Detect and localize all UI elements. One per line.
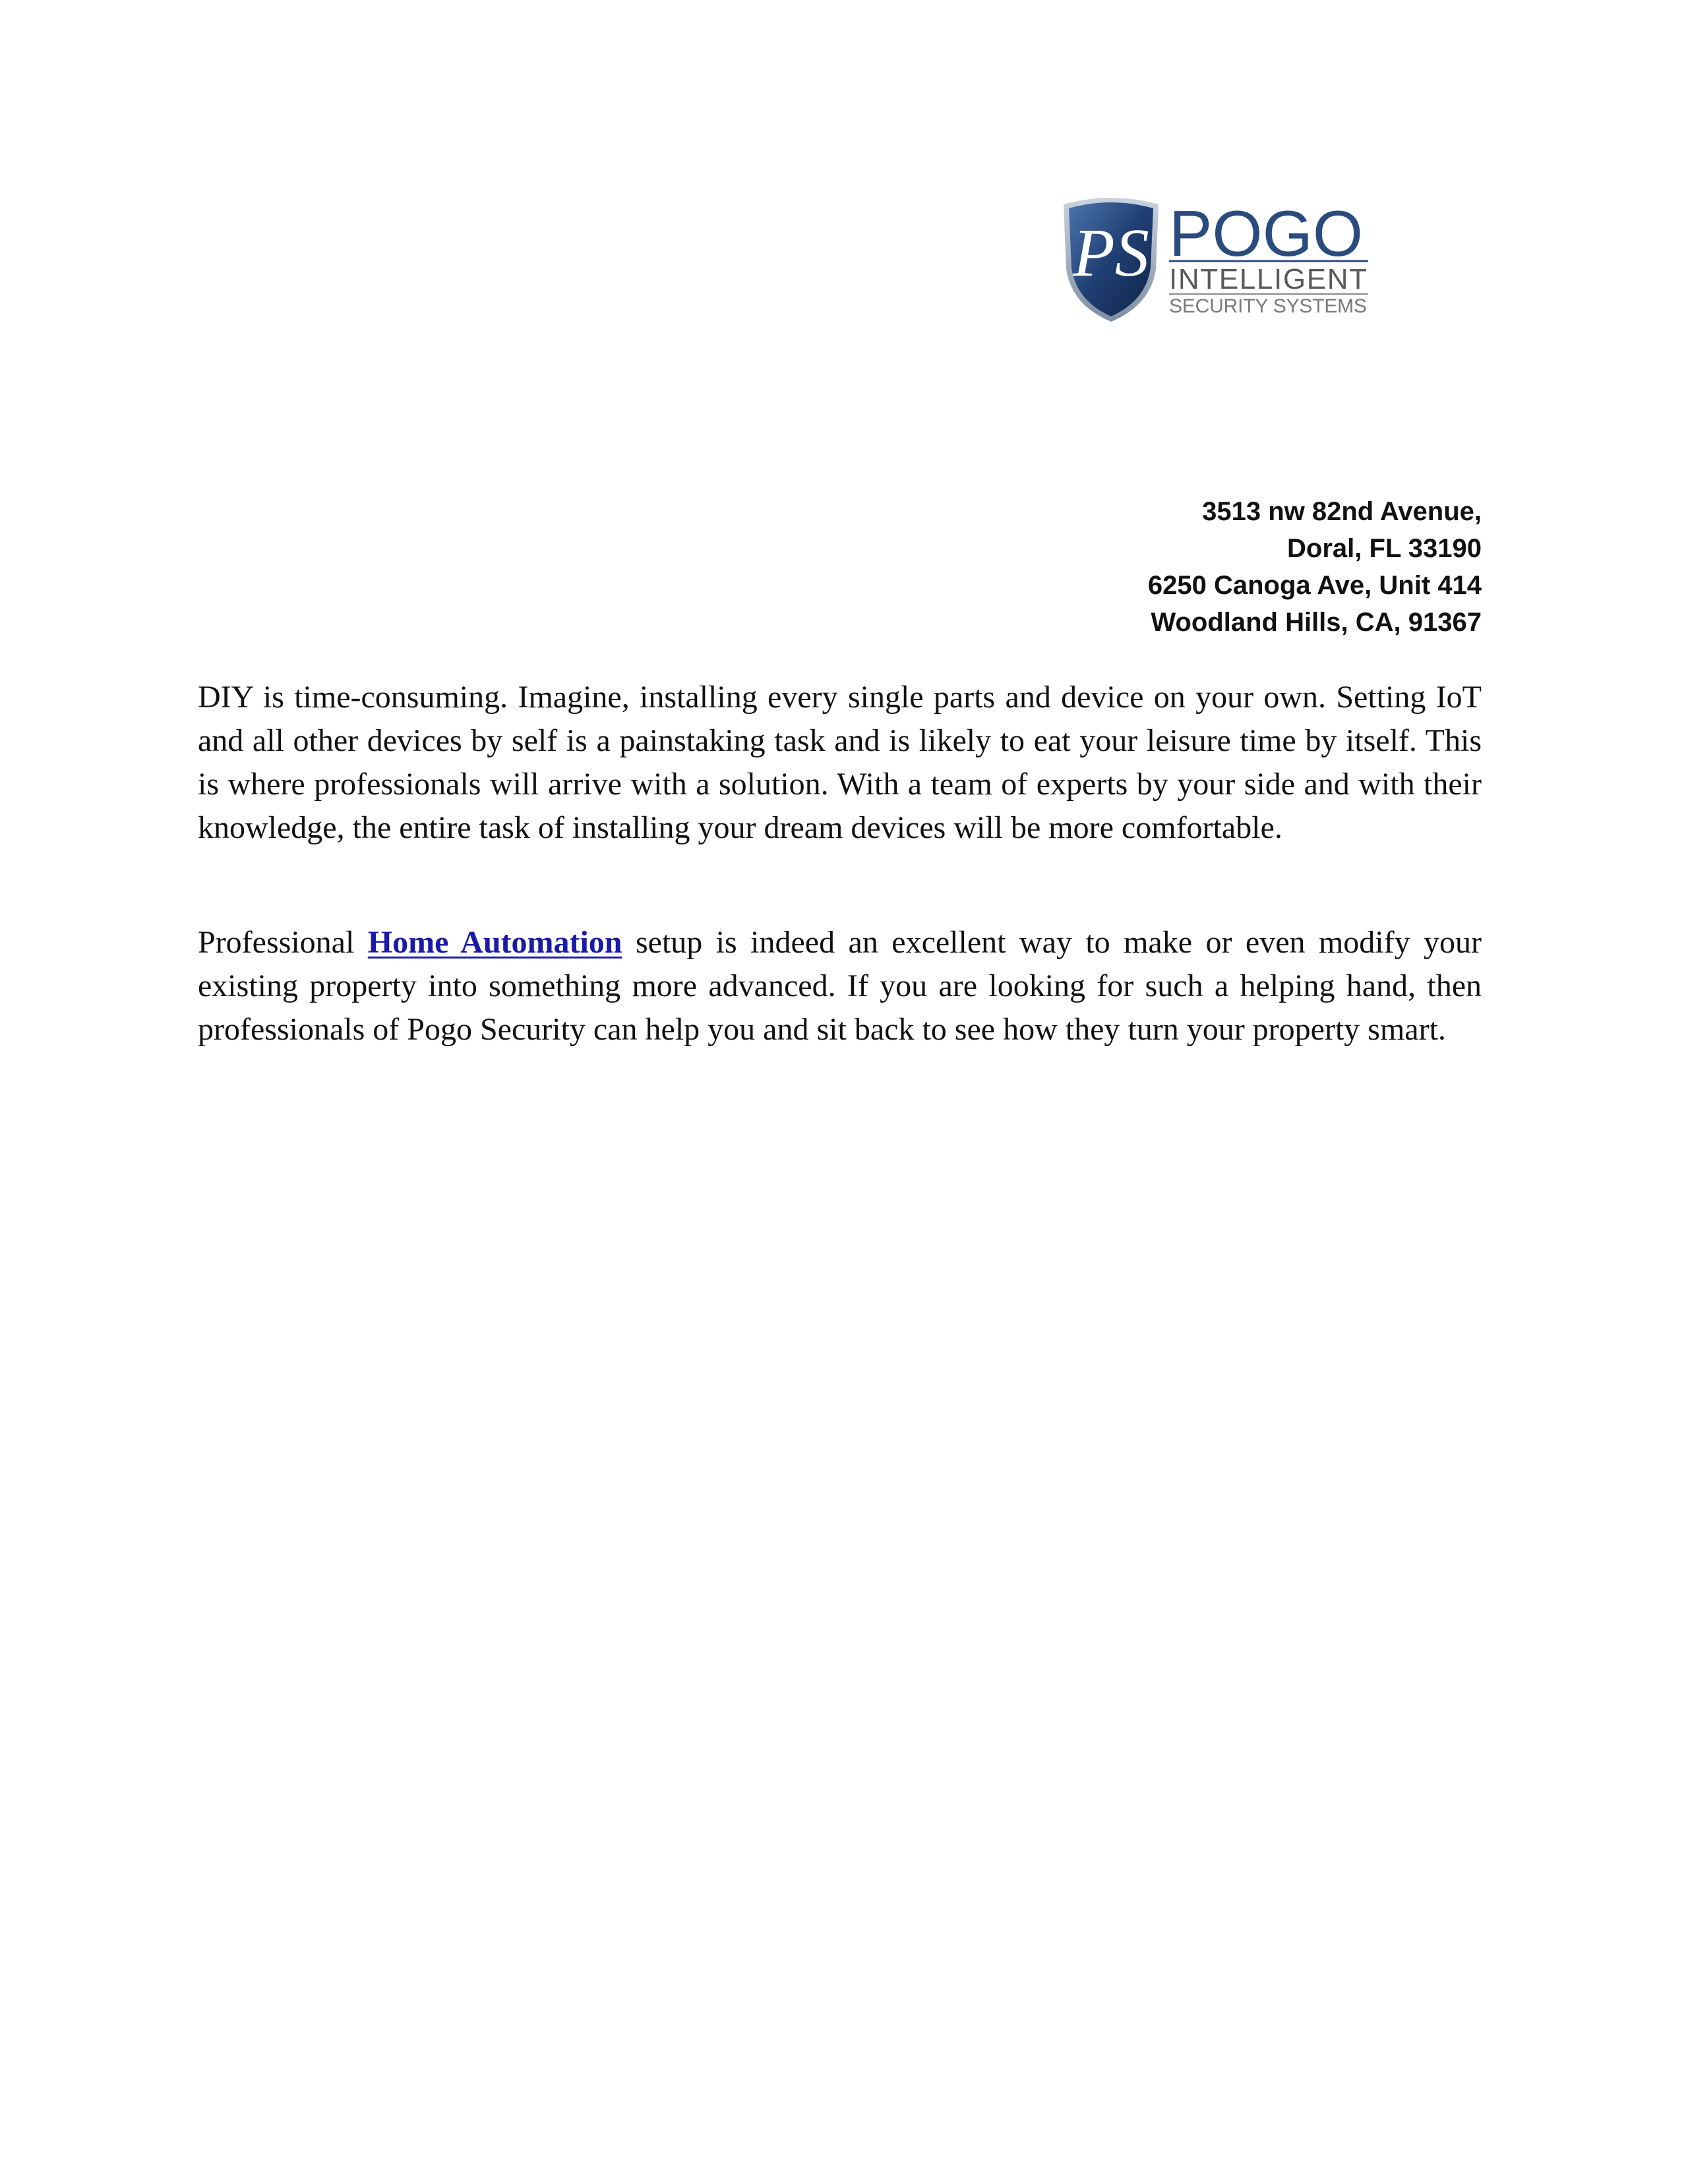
home-automation-link[interactable]: Home Automation <box>367 925 622 960</box>
address-line-4: Woodland Hills, CA, 91367 <box>1151 608 1482 637</box>
logo-title: POGO <box>1169 197 1364 270</box>
address-line-1: 3513 nw 82nd Avenue, <box>1202 497 1482 526</box>
paragraph-home-automation <box>198 921 1482 1051</box>
logo-monogram: PS <box>1073 215 1149 291</box>
paragraph-2-lead: Professional <box>198 925 355 960</box>
address-line-3: 6250 Canoga Ave, Unit 414 <box>1147 571 1482 600</box>
logo-tagline: SECURITY SYSTEMS <box>1169 295 1367 317</box>
paragraph-2-rest: setup is indeed an excellent way to make or even modify your existing property into something more advanced. If you are looking for such a helping hand, then professionals of Pogo Security can help you and sit back to see how they turn your property smart. <box>198 925 1482 1047</box>
address-block <box>1148 493 1482 641</box>
paragraph-diy: DIY is time-consuming. Imagine, installing every single parts and device on your own. Setting IoT and all other devices by self is a painstaking task and is likely to eat your leisure time by itself. This is where professionals will arrive with a solution. With a team of experts by your side and with their knowledge, the entire task of installing your dream devices will be more comfortable. <box>198 680 1482 845</box>
company-logo <box>1058 190 1401 328</box>
logo-subtitle: INTELLIGENT <box>1169 263 1367 295</box>
address-line-2: Doral, FL 33190 <box>1287 534 1482 563</box>
